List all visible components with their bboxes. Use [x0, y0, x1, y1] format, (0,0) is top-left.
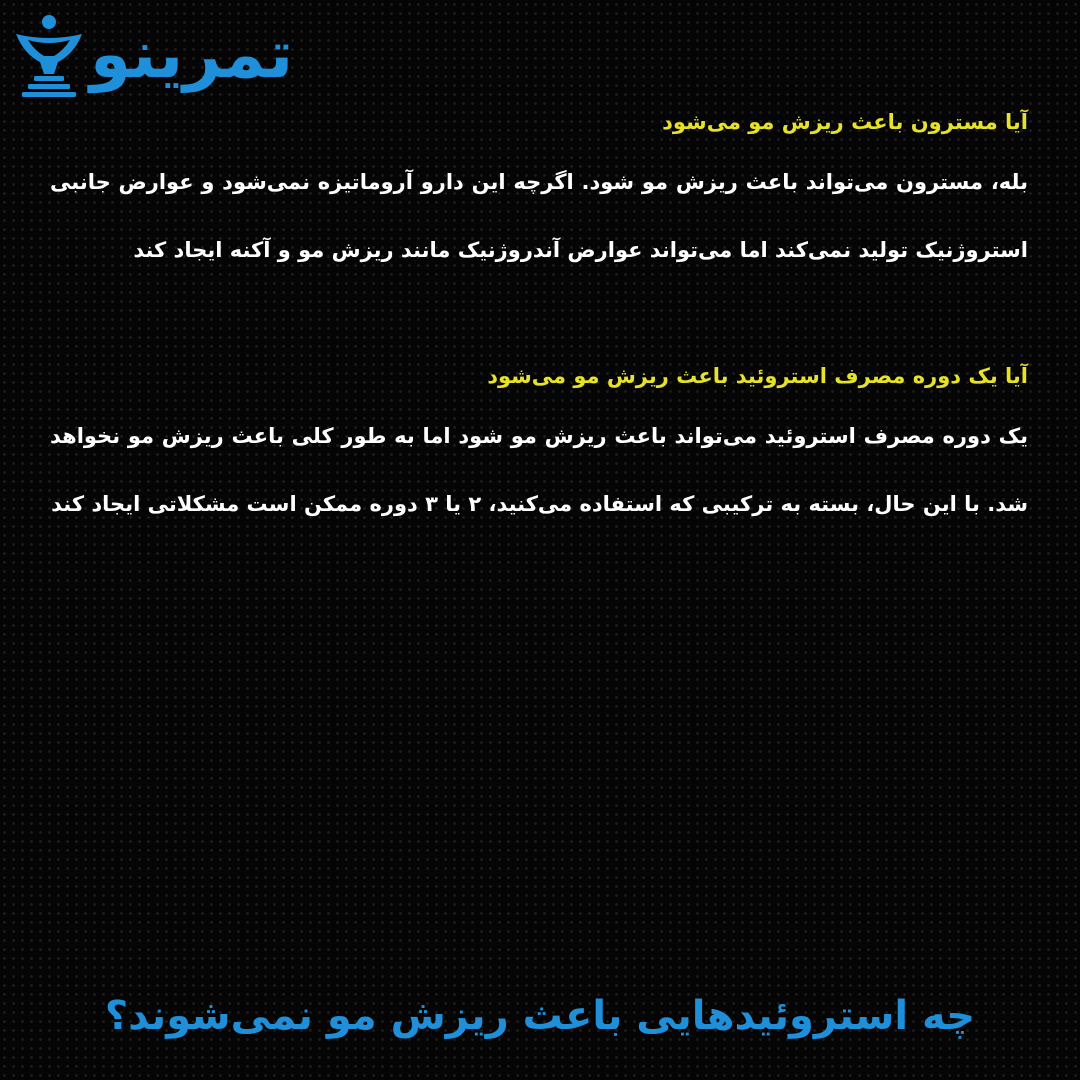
- answer-paragraph: بله، مسترون می‌تواند باعث ریزش مو شود. اگرچه این دارو آروماتیزه نمی‌شود و عوارض جانبی استروژنیک تولید نمی‌کند اما می‌تواند عوارض آندروژنیک مانند ریزش مو و آکنه ایجاد کند: [50, 170, 1028, 262]
- answer-paragraph: یک دوره مصرف استروئید می‌تواند باعث ریزش مو شود اما به طور کلی باعث ریزش مو نخواهد شد. با این حال، بسته به ترکیبی که استفاده می‌کنید، ۲ یا ۳ دوره ممکن است مشکلاتی ایجاد کند: [50, 424, 1028, 516]
- section-spacer: [50, 284, 1028, 350]
- question-heading: آیا مسترون باعث ریزش مو می‌شود: [662, 110, 1028, 134]
- footer-title: چه استروئیدهایی باعث ریزش مو نمی‌شوند؟: [104, 993, 976, 1039]
- trophy-icon: [14, 12, 84, 98]
- question-heading: آیا یک دوره مصرف استروئید باعث ریزش مو می‌شود: [487, 364, 1028, 388]
- brand-logo: [14, 10, 444, 100]
- article-body: [50, 96, 1028, 538]
- brand-name: تمرینو: [90, 16, 294, 93]
